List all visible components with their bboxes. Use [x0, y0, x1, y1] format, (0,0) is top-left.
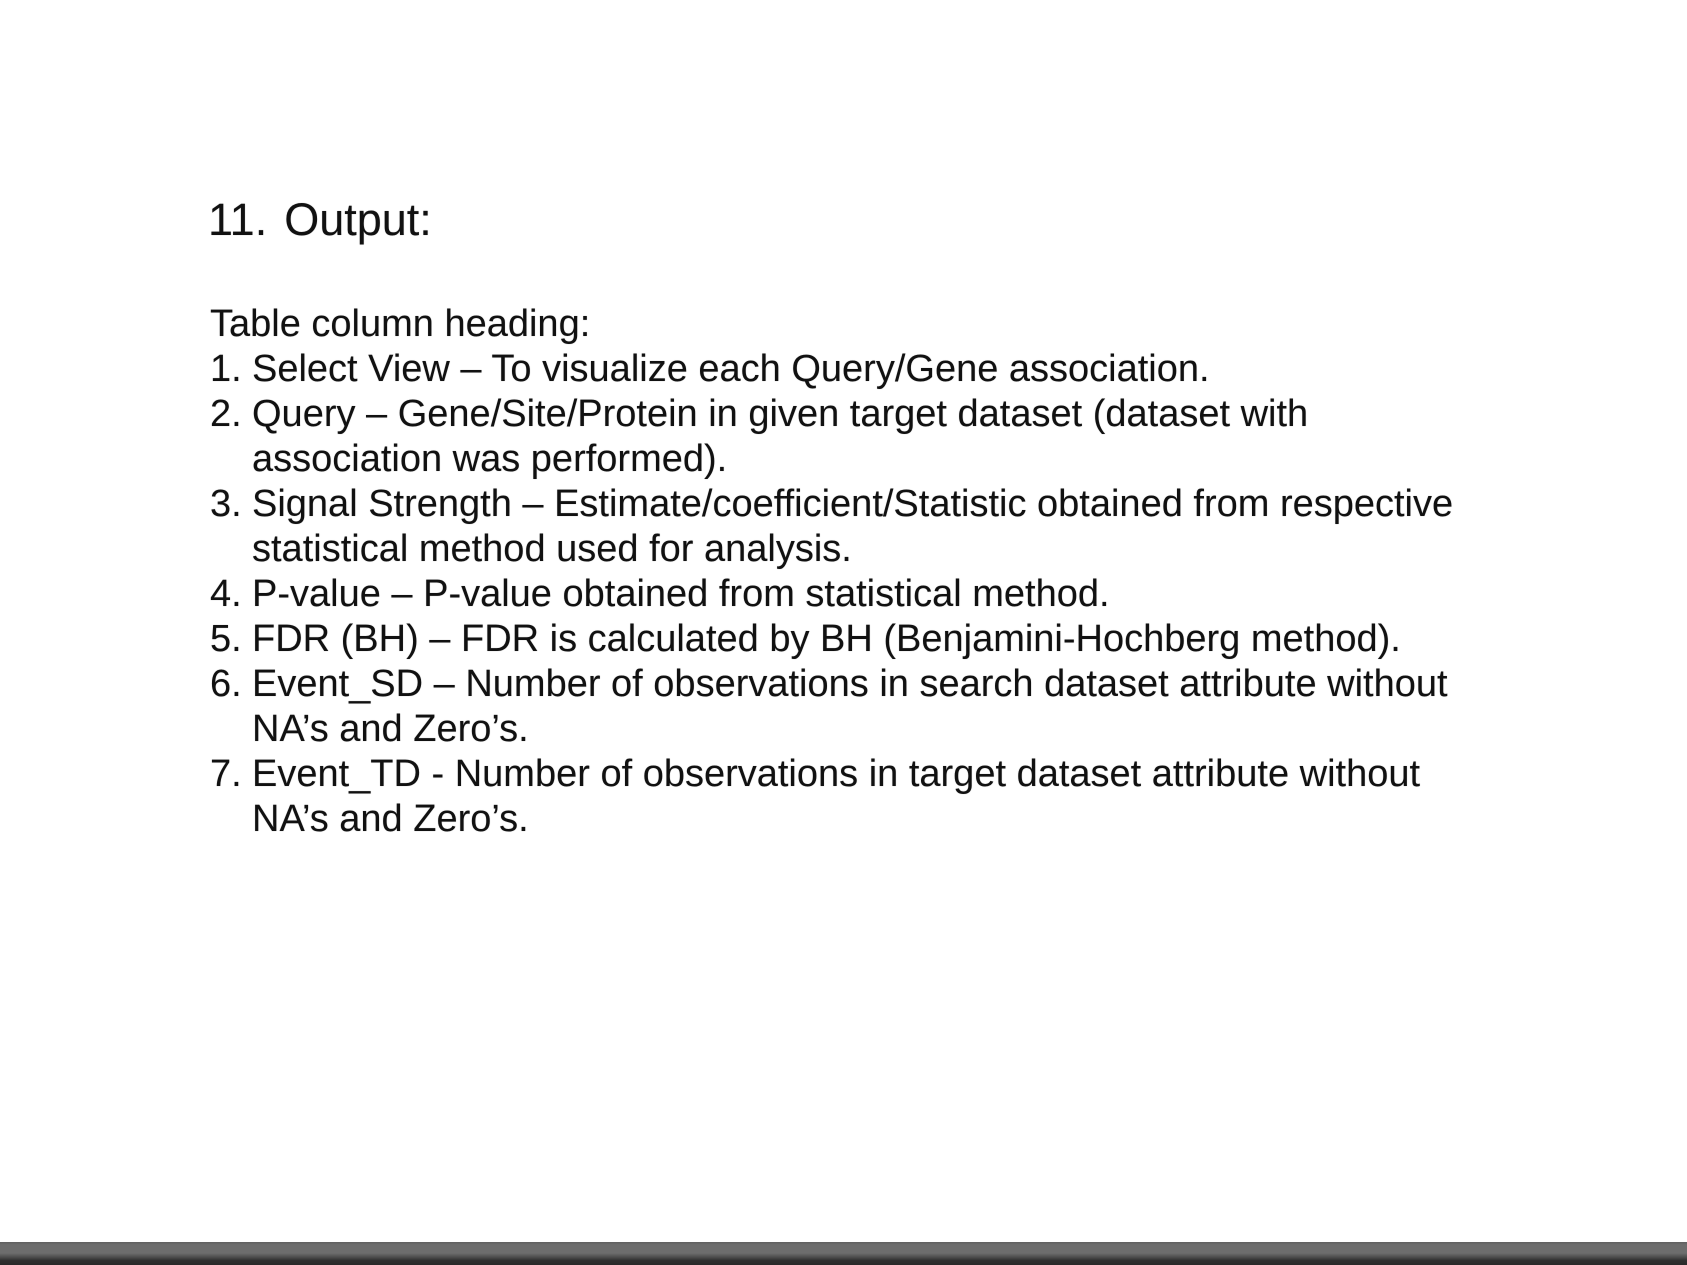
page-title-number: 11. [208, 194, 268, 245]
body-text-block [210, 302, 1660, 842]
list-item-text [252, 752, 1660, 842]
list-item-marker: 7. [210, 753, 242, 795]
list-item [210, 572, 1660, 617]
list-item-line: Query – Gene/Site/Protein in given target dataset (dataset with [252, 393, 1309, 435]
list-item-text [252, 662, 1660, 752]
list-item-line: NA’s and Zero’s. [252, 708, 529, 750]
list-item-line: association was performed). [252, 438, 728, 480]
list-item-marker: 5. [210, 618, 242, 660]
list-item [210, 347, 1660, 392]
list-item [210, 617, 1660, 662]
list-item-line: Event_SD – Number of observations in search dataset attribute without [252, 663, 1448, 705]
list-item-marker: 4. [210, 573, 242, 615]
list-item-line: FDR (BH) – FDR is calculated by BH (Benjamini-Hochberg method). [252, 618, 1401, 660]
list-item [210, 662, 1660, 752]
intro-line: Table column heading: [210, 303, 591, 345]
list-item-marker: 6. [210, 663, 242, 705]
list-item-line: Event_TD - Number of observations in target dataset attribute without [252, 753, 1421, 795]
list-item-marker: 3. [210, 483, 242, 525]
list-item [210, 392, 1660, 482]
list-item [210, 752, 1660, 842]
list-item-line: P-value – P-value obtained from statistical method. [252, 573, 1110, 615]
list-item [210, 482, 1660, 572]
page-title [208, 192, 432, 248]
page-title-text: Output: [284, 194, 432, 245]
list-item-line: Signal Strength – Estimate/coefficient/Statistic obtained from respective [252, 483, 1454, 525]
list-item-marker: 2. [210, 393, 242, 435]
list-item-line: Select View – To visualize each Query/Gene association. [252, 348, 1210, 390]
list-item-line: NA’s and Zero’s. [252, 798, 529, 840]
list-item-text [252, 572, 1660, 617]
list-item-line: statistical method used for analysis. [252, 528, 852, 570]
bottom-taskbar [0, 1242, 1687, 1265]
list-item-text [252, 392, 1660, 482]
list-item-text [252, 347, 1660, 392]
list-item-text [252, 617, 1660, 662]
list-item-marker: 1. [210, 348, 242, 390]
list-item-text [252, 482, 1660, 572]
